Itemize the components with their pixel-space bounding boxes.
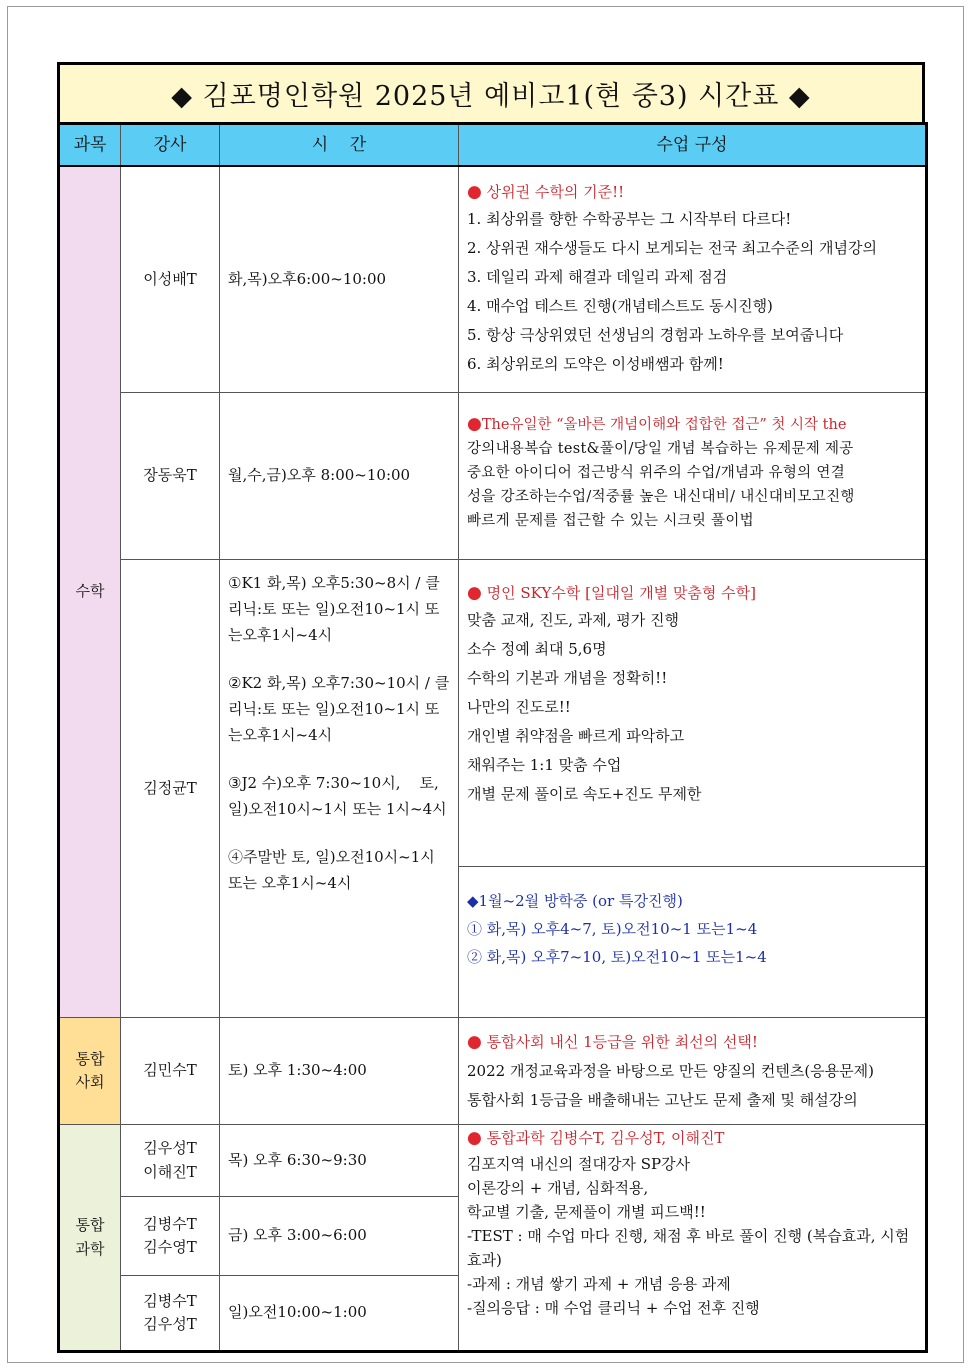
content-line: 이론강의 + 개념, 심화적용, [467, 1179, 649, 1198]
content-line: -질의응답 : 매 수업 클리닉 + 수업 전후 진행 [467, 1299, 760, 1318]
content-heading: ● 통합사회 내신 1등급을 위한 최선의 선택! [467, 1032, 758, 1052]
header-subject: 과목 [59, 124, 121, 167]
content-heading: ●The유일한 “올바른 개념이해와 접합한 접근” 첫 시작 the [467, 414, 847, 434]
header-teacher: 강사 [121, 124, 220, 167]
content-cell [459, 1018, 927, 1125]
content-line: 2. 상위권 재수생들도 다시 보게되는 전국 최고수준의 개념강의 [467, 239, 877, 258]
content-line: 강의내용복습 test&풀이/당일 개념 복습하는 유제문제 제공 [467, 441, 854, 458]
teacher-cell: 김민수T [121, 1018, 220, 1125]
content-cell [459, 1125, 927, 1352]
red-dot-icon: ● [467, 1032, 482, 1052]
time-option: ①K1 화,목) 오후5:30~8시 / 클리닉:토 또는 일)오전10~1시 또는오후1시~4시 [228, 574, 440, 644]
teacher-cell: 이성배T [121, 166, 220, 393]
time-cell: 월,수,금)오후 8:00~10:00 [220, 393, 459, 560]
content-line: 3. 데일리 과제 해결과 데일리 과제 점검 [467, 268, 728, 287]
schedule-table [57, 122, 928, 1353]
content-line: 수학의 기본과 개념을 정확히!! [467, 669, 668, 688]
content-line: 나만의 진도로!! [467, 698, 571, 717]
content-cell [459, 560, 927, 867]
table-row [59, 393, 927, 560]
time-list-cell [220, 560, 459, 1018]
red-dot-icon: ● [467, 182, 482, 202]
vacation-line: ① 화,목) 오후4~7, 토)오전10~1 또는1~4 [467, 920, 758, 938]
teacher-cell: 김우성T 이해진T [121, 1125, 220, 1197]
time-option: ④주말반 토, 일)오전10시~1시 또는 오후1시~4시 [228, 848, 435, 892]
time-option: ②K2 화,목) 오후7:30~10시 / 클리닉:토 또는 일)오전10~1시 또는오후1시~4시 [228, 674, 450, 744]
content-line: 빠르게 문제를 접근할 수 있는 시크릿 풀이법 [467, 513, 754, 530]
teacher-cell: 김정균T [121, 560, 220, 1018]
header-row [59, 124, 927, 167]
table-row [59, 1018, 927, 1125]
content-line: 맞춤 교재, 진도, 과제, 평가 진행 [467, 611, 680, 630]
teacher-cell: 장동욱T [121, 393, 220, 560]
teacher-cell: 김병수T 김우성T [121, 1276, 220, 1352]
table-row [59, 1125, 927, 1197]
time-cell: 목) 오후 6:30~9:30 [220, 1125, 459, 1197]
table-row [59, 560, 927, 867]
content-line: -TEST : 매 수업 마다 진행, 채점 후 바로 풀이 진행 (복습효과, 시험효과) [467, 1227, 910, 1270]
content-line: 학교별 기출, 문제풀이 개별 피드백!! [467, 1203, 706, 1222]
content-heading: ● 상위권 수학의 기준!! [467, 182, 625, 202]
time-cell: 일)오전10:00~1:00 [220, 1276, 459, 1352]
table-row [59, 166, 927, 393]
subject-science: 통합 과학 [59, 1125, 121, 1352]
content-heading: ● 명인 SKY수학 [일대일 개별 맞춤형 수학] [467, 583, 757, 603]
header-content: 수업 구성 [459, 124, 927, 167]
content-line: 소수 정예 최대 5,6명 [467, 640, 607, 659]
content-cell [459, 393, 927, 560]
content-line: 성을 강조하는수업/적중률 높은 내신대비/ 내신대비모고진행 [467, 489, 855, 506]
content-line: 김포지역 내신의 절대강자 SP강사 [467, 1155, 691, 1174]
page-title: ◆ 김포명인학원 2025년 예비고1(현 중3) 시간표 ◆ [57, 62, 925, 122]
content-line: 채워주는 1:1 맞춤 수업 [467, 756, 622, 775]
content-line: 1. 최상위를 향한 수학공부는 그 시작부터 다르다! [467, 210, 792, 229]
content-line: 중요한 아이디어 접근방식 위주의 수업/개념과 유형의 연결 [467, 465, 846, 482]
content-line: 개별 문제 풀이로 속도+진도 무제한 [467, 785, 702, 804]
time-cell: 화,목)오후6:00~10:00 [220, 166, 459, 393]
red-dot-icon: ● [467, 414, 482, 434]
content-line: 6. 최상위로의 도약은 이성배쌤과 함께! [467, 355, 724, 374]
vacation-line: ② 화,목) 오후7~10, 토)오전10~1 또는1~4 [467, 948, 767, 966]
content-line: 5. 항상 극상위였던 선생님의 경험과 노하우를 보여줍니다 [467, 326, 844, 345]
content-line: -과제 : 개념 쌓기 과제 + 개념 응용 과제 [467, 1275, 731, 1294]
header-time: 시 간 [220, 124, 459, 167]
content-line: 2022 개정교육과정을 바탕으로 만든 양질의 컨텐츠(응용문제) [467, 1062, 874, 1080]
subject-social: 통합 사회 [59, 1018, 121, 1125]
subject-math: 수학 [59, 166, 121, 1018]
content-cell [459, 166, 927, 393]
red-dot-icon: ● [467, 1128, 482, 1148]
content-line: 통합사회 1등급을 배출해내는 고난도 문제 출제 및 해설강의 [467, 1091, 858, 1109]
red-dot-icon: ● [467, 583, 482, 603]
time-cell: 토) 오후 1:30~4:00 [220, 1018, 459, 1125]
time-option: ③J2 수)오후 7:30~10시, 토,일)오전10시~1시 또는 1시~4시 [228, 774, 447, 818]
content-heading: ● 통합과학 김병수T, 김우성T, 이해진T [467, 1128, 725, 1148]
content-line: 개인별 취약점을 빠르게 파악하고 [467, 727, 685, 746]
vacation-cell [459, 867, 927, 1018]
teacher-cell: 김병수T 김수영T [121, 1197, 220, 1276]
content-line: 4. 매수업 테스트 진행(개념테스트도 동시진행) [467, 297, 773, 316]
time-cell: 금) 오후 3:00~6:00 [220, 1197, 459, 1276]
vacation-heading: ◆1월~2월 방학중 (or 특강진행) [467, 892, 683, 910]
